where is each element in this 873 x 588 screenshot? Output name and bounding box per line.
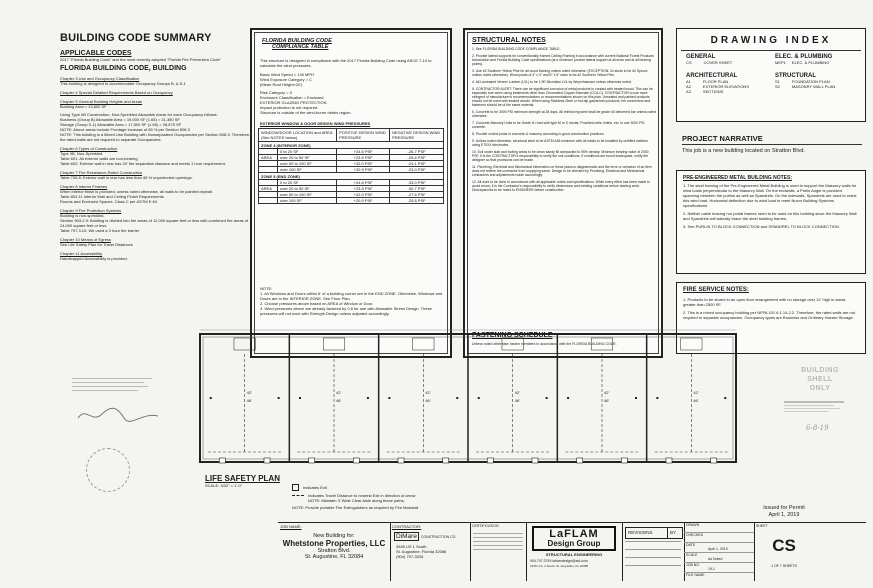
metal-notes-panel: [676, 170, 866, 274]
file-label: FILE NAME: [686, 573, 705, 577]
scale-value: As Noted: [708, 557, 723, 561]
stamp-line1: BUILDING: [801, 367, 839, 374]
contractor-phone: (904) 797-3326: [396, 554, 424, 559]
pressure-cell: +23.5 PSF: [337, 186, 390, 192]
travel-label: 42': [425, 390, 431, 395]
job-line1: New Building for:: [313, 533, 355, 539]
restroom: [591, 338, 612, 350]
pressure-cell: +24.6 PSF: [337, 149, 390, 155]
code-section: [60, 251, 255, 261]
restroom: [681, 338, 702, 350]
restroom: [413, 338, 434, 350]
pressure-cell: over 100 SF: [278, 198, 337, 204]
pressure-cell: -25.6 PSF: [390, 198, 444, 204]
project-narrative: [682, 134, 862, 154]
index-a3-name: SECTIONS: [702, 89, 724, 94]
index-a1-name: FLOOR PLAN: [702, 79, 729, 84]
revisions-label: REVISIONS: [626, 528, 668, 538]
code-section-heading: Chapter 6 Types of Construction: [60, 146, 118, 151]
structural-note: 11. Plumbing, Electrical and Mechanical information on these plans is diagrammatic and the error or omission of an item does not relieve the contractor from supplying same. Design to be checked by Plumbing, Electrical and Mechanical contractors and adjustments made accordingly.: [472, 165, 652, 177]
metal-note: 3. See PURLIN TO BLOCK CONNECTION and SPANDREL TO BLOCK CONNECTION.: [683, 224, 840, 229]
travel-label: 46': [336, 398, 342, 403]
code-section-line: Business (Group B) Allowable Area = 19,000 SF (1.65) = 31,350 SF: [60, 117, 180, 122]
code-summary-title: BUILDING CODE SUMMARY: [60, 32, 212, 44]
index-s2-name: MASONRY WALL PLAN: [791, 84, 836, 89]
travel-label: 42': [246, 390, 252, 395]
code-section-line: Building Area = 13,600 SF: [60, 104, 107, 109]
column: [724, 397, 726, 399]
pressure-cell: -23.0 PSF: [390, 167, 444, 173]
structural-note: 6. Concrete to be 3000 PSI minimum strength at 28 days. All reinforcing steel shall be grade 40 deformed bar unless noted otherwise.: [472, 110, 656, 118]
code-summary-panel: [60, 32, 255, 261]
code-section-heading: Chapter 5 General Building Heights and Areas: [60, 99, 143, 104]
code-section-heading: Chapter 4 Special Detailed Requirements Based on Occupancy: [60, 90, 173, 95]
index-s2-code: S2: [775, 84, 780, 89]
index-general-heading: GENERAL: [686, 54, 716, 60]
code-section-line: Storage (Group S-1) Allowable Area = 17,500 SF (1.65) = 28,875 SF: [60, 122, 182, 127]
code-section-heading: Chapter 8 Interior Finishes: [60, 184, 108, 189]
checked-label: CHECKED: [686, 533, 704, 537]
structural-title: STRUCTURAL NOTES: [472, 37, 546, 44]
index-a3-code: A3: [686, 89, 691, 94]
sheet-cell: [754, 523, 814, 581]
column: [635, 397, 637, 399]
pressure-cell: -25.6 PSF: [390, 155, 444, 161]
exit-door: [711, 458, 717, 463]
structural-note: 7. Concrete Masonry Units to be Grade N-I laid with type M or S mortar. Provided cells, lintels, etc. to use 3000 PSI concrete.: [472, 121, 645, 129]
compliance-param: EXTERIOR GLAZING PROTECTION: [260, 100, 327, 105]
structural-note: 12. All work to be done in accordance with all applicable codes and specifications. While every effort has been made to avoid errors, it is the Contractor's responsibility to verify dimensions and existing conditions before starting work. Discrepancies to be noted to ENGINEER before construction.: [472, 180, 651, 192]
index-elec-heading: ELEC. & PLUMBING: [775, 54, 833, 60]
laflam-line3: STRUCTURAL ENGINEERING: [545, 552, 603, 557]
pressure-cell: -30.7 PSF: [390, 186, 444, 192]
index-cs-code: CS: [686, 60, 692, 65]
code-section: [60, 146, 255, 166]
drawing-index-panel: [676, 28, 866, 122]
code-section-heading: Chapter 11 Accessibility: [60, 251, 103, 256]
column: [478, 397, 480, 399]
zone5-rows: [259, 180, 444, 204]
contractor-cell: [390, 523, 471, 581]
drawing-index-title: DRAWING INDEX: [710, 35, 832, 46]
pressures-heading: EXTERIOR WINDOW & DOOR DESIGN WIND PRESSURES: [260, 121, 371, 126]
plan-caption: [205, 474, 280, 488]
pressure-cell: -27.6 PSF: [390, 192, 444, 198]
column: [656, 397, 658, 399]
wind-pressure-table: [258, 128, 444, 204]
compliance-param: (Mean Roof Height<20'): [260, 82, 303, 87]
job-no-label: JOB NO.: [686, 563, 701, 567]
compliance-table-panel: [250, 28, 452, 358]
index-s1-code: S1: [775, 79, 780, 84]
plan-legend: [292, 484, 592, 510]
exit-door: [309, 458, 315, 463]
stamp-line3: ONLY: [809, 385, 831, 392]
structural-note: 3. Use #2 Southern Yellow Pine for all wood framing unless noted otherwise. (EXCEPTION: 2x studs to be #2 Spruce unless noted otherwise). Wood posts of 4" x 4" and 6" x 6" sizes to be #2 Southern Yellow Pine.: [472, 69, 648, 77]
code-section-line: This building is designed to accommodate Occupancy Groups B, & S-1: [60, 81, 186, 86]
structural-note: 5. CONTRACTOR ALERT: There can be significant corrosion of metal products in contact with treated wood. This can be especially true when using treatments other than Chromated Copper Arsenate (CCA-C). CONTRACTOR to use more stringent of manufacturer's recommendations or recommendations shown on this plan. Unsealed and painted products should not be used with treated woods. When using Stainless Steel or hot-dip galvanized products, the connectors and fasteners should be of the same material.: [472, 87, 653, 107]
code-section-line: Handicapped Accessibility is provided.: [60, 256, 128, 261]
fire-note: 1. Products to be stored in an open floor arrangement with no storage over 12' high in areas greater than 2500 SF.: [683, 297, 846, 307]
contractor-addr2: St. Augustine, Florida 32086: [396, 549, 447, 554]
compliance-note: 3. Wind pressures above are already factored by 0.6 for use with Allowable Stress Design. These pressures will not work with Strength Design unless adjusted accordingly.: [260, 306, 432, 316]
pressure-cell: -24.1 PSF: [390, 161, 444, 167]
column: [388, 397, 390, 399]
plan-title: LIFE SAFETY PLAN: [205, 474, 280, 483]
scale-label: SCALE: [686, 553, 698, 557]
index-mep1-name: ELEC. & PLUMBING: [791, 60, 830, 65]
applicable-codes-text: 2017 "Florida Building Code" and the most recently adopted "Florida Fire Prevention Code": [60, 57, 222, 62]
cert-cell: [470, 523, 527, 581]
travel-label: 42': [693, 390, 699, 395]
structural-notes-panel: [463, 28, 663, 358]
code-section: [60, 170, 255, 180]
fire-notes-list: [683, 297, 859, 323]
compliance-note: NOTE:: [260, 286, 273, 291]
index-group-struct: [775, 73, 863, 89]
pressure-cell: +24.6 PSF: [337, 180, 390, 186]
sheet-of: 1 OF 7 SHEETS: [771, 564, 797, 568]
code-section-line: Table 602: Exterior wall in rear has 20' fire separation distance and meets 1 hour requirement.: [60, 161, 226, 166]
code-section-line: Table 601: All exterior walls are non-bearing: [60, 156, 138, 161]
right-signature: 6-8-19: [806, 424, 829, 432]
column: [456, 397, 458, 399]
pressure-cell: over 20 to 50 SF: [278, 155, 337, 161]
compliance-title-line2: COMPLIANCE TABLE: [272, 44, 329, 50]
compliance-params: [260, 72, 440, 115]
pressure-cell: -33.0 PSF: [390, 180, 444, 186]
pressure-cell: 0 to 20 SF: [278, 180, 337, 186]
laflam-addr: 2125 U.S. 1 South, St. Augustine, FL 32086: [530, 564, 589, 568]
compliance-intro: This structure is designed in compliance with the 2017 Florida Building Code using ASCE 7-10 to calculate the wind pressures.: [260, 58, 432, 68]
code-section-line: Building is non-sprinkled.: [60, 213, 105, 218]
structural-note: 10. Soil under slab and footing areas to be clean sandy fill compacted to 95% density. Minimum bearing value of 2000 PSF. It is the CONTRACTOR's responsibility to verify the soil conditions. If conditions are found inadequate, notify the designer so that provisions can be made.: [472, 150, 649, 162]
pressure-cell: +20.9 PSF: [337, 198, 390, 204]
zone5-label: ZONE 5 (END ZONE): [259, 173, 444, 180]
fastening-title: FASTENING SCHEDULE: [472, 332, 553, 339]
area-cell: [259, 198, 278, 204]
column: [210, 397, 212, 399]
pressure-cell: 0 to 20 SF: [278, 149, 337, 155]
restroom: [234, 338, 255, 350]
job-cell: [278, 523, 391, 581]
code-section-line: Table 803.11 Interior Wall and Ceiling Finish Requirements: [60, 194, 164, 199]
left-seal: [86, 448, 130, 492]
column: [567, 397, 569, 399]
area-cell: AREA: [259, 186, 278, 192]
metal-note: 1. The steel framing of the Pre-Engineered Metal Building is used to support the Masonry walls for wind loads perpendicular to the Masonry Wall. On the endwalls, a Purlin Angle is provided spanning between the purlins as well as Spandrels. On the sidewalls, Spandrels are used to resist this wind load. Horizontal deflection due to wind load to meet Nucor Building Systems specifications.: [683, 183, 857, 208]
metal-note: 2. Neither cable bracing nor portal frames need to be used on this building since the Masonry Wall and Spandrels will laterally brace the steel building frames.: [683, 211, 857, 221]
code-section-heading: Chapter 3 Use and Occupancy Classification: [60, 76, 140, 81]
pressure-cell: +23.5 PSF: [337, 155, 390, 161]
index-a2-name: EXTERIOR ELEVATIONS: [702, 84, 749, 89]
structural-note: 2. Provide lateral supports for conventionally framed Ceiling Framing in accordance with current National Forest Products Association and Florida Building Code specifications (at a minimum provide lateral support at all ends and at all bearing points).: [472, 54, 654, 66]
narrative-text: This job is a new building located on Stratton Blvd.: [682, 148, 805, 154]
exit-door: [398, 458, 404, 463]
exit-door: [487, 458, 493, 463]
travel-label: 46': [246, 398, 252, 403]
travel-label: 42': [336, 390, 342, 395]
job-name-label: JOB NAME:: [280, 524, 302, 529]
pressure-cell: +20.9 PSF: [337, 167, 390, 173]
job-line2: Whetstone Properties, LLC: [282, 539, 386, 548]
index-arch-heading: ARCHITECTURAL: [686, 73, 738, 79]
compliance-title-line1: FLORIDA BUILDING CODE: [262, 38, 332, 44]
code-section: [60, 76, 255, 86]
code-section-heading: Chapter 10 Means of Egress: [60, 237, 111, 242]
compliance-param: Wind Exposure Category = C: [260, 77, 312, 82]
structural-note: 9. Unless noted otherwise, structural steel to be ASTM A36 minimum with all welds to be installed by certified welders using E70XX electrodes.: [472, 139, 648, 147]
compliance-param: Enclosure Classification = Enclosed: [260, 95, 324, 100]
code-section-heading: Chapter 7 Fire Resistance-Rated Construction: [60, 170, 143, 175]
pressure-cell: over 50 to 100 SF: [278, 161, 337, 167]
cert-label: CERTIFICATION: [472, 524, 499, 528]
index-group-elec: [775, 54, 863, 65]
building-shell-stamp: [790, 366, 850, 393]
contractor-addr1: 3545 US 1 South: [396, 544, 427, 549]
code-section-line: Using Type IIB Construction, Non-Sprinkled Allowable Areas for each Occupancy follows:: [60, 112, 218, 117]
job-line4: St. Augustine, FL 32084: [304, 554, 364, 560]
laflam-line2: Design Group: [547, 539, 601, 548]
compliance-param: Risk Category = II: [260, 90, 292, 95]
index-group-arch: [686, 73, 771, 94]
drawn-label: DRAWN: [686, 523, 700, 527]
date-label: DATE: [686, 543, 696, 547]
structural-note: 8. Provide control joints in concrete & masonry according to good construction practices.: [472, 132, 605, 136]
structural-notes-list: [472, 47, 656, 195]
by-label: BY: [670, 530, 677, 535]
structural-note: 4. All Laminated Veneer Lumber (LVL) to be 1.9E Microllam LVL by Weyerhaeuser unless otherwise noted.: [472, 80, 632, 84]
metal-notes-title: PRE-ENGINEERED METAL BUILDING NOTES:: [683, 175, 792, 181]
sheet-value: CS: [772, 536, 796, 555]
compliance-param: Basic Wind Speed = 130 MPH: [260, 72, 314, 77]
column: [278, 397, 280, 399]
contractor-name: DiMare: [396, 533, 417, 540]
code-section: [60, 99, 255, 142]
legend-exit: Indicates Exit: [303, 485, 327, 490]
legend-travel: Indicates Travel Distance to nearest Exit in direction of arrow: [308, 493, 416, 498]
issued-line1: Issued for Permit: [763, 505, 805, 511]
code-section-line: Table 705.8: Exterior wall in rear has less than 45 % unprotected openings.: [60, 175, 193, 180]
travel-label: 42': [514, 390, 520, 395]
code-section-line: See Life Safety Plan for Travel Distances: [60, 242, 133, 247]
travel-arrow-icon: [292, 495, 304, 496]
pressure-cell: +22.0 PSF: [337, 161, 390, 167]
compliance-notes: [260, 286, 444, 316]
pressure-cell: over 100 SF: [278, 167, 337, 173]
index-a2-code: A2: [686, 84, 691, 89]
compliance-title: [262, 38, 332, 50]
code-section: [60, 90, 255, 95]
date-value: April 1, 2019: [708, 547, 728, 551]
code-section-line: Table 707.3.10: We used a 3 hour fire barrier: [60, 228, 140, 233]
structural-note: 1. See FLORIDA BUILDING CODE COMPLIANCE TABLE.: [472, 47, 561, 51]
job-line3: Stratton Blvd.: [317, 548, 351, 554]
info-cell: [684, 523, 755, 581]
metal-notes-list: [683, 183, 859, 232]
code-section-line: NOTE: Above areas include Frontage increase of 65 % per Section 506.3: [60, 127, 190, 132]
life-safety-plan: [196, 328, 740, 474]
exit-door: [621, 458, 627, 463]
restroom: [502, 338, 523, 350]
compliance-param: Structure is outside of the wind-borne debris region.: [260, 110, 352, 115]
contractor-suffix: CONSTRUCTION CO.: [420, 534, 457, 539]
index-cs-name: COVER SHEET: [703, 60, 733, 65]
job-no-value: 19-1: [708, 567, 716, 571]
index-s1-name: FOUNDATION PLAN: [791, 79, 830, 84]
exit-door: [353, 458, 359, 463]
index-struct-heading: STRUCTURAL: [775, 73, 816, 79]
plan-scale: SCALE: 3/32" = 1'-0": [205, 483, 243, 488]
right-approval-stamp: [784, 400, 860, 456]
code-section-heading: Chapter 9 Fire Protection Systems: [60, 208, 122, 213]
laflam-contact: 904.797.3749 laflamdesign@aol.com: [530, 559, 588, 563]
zone4-label: ZONE 4 (INTERIOR ZONE): [259, 142, 444, 149]
index-group-general: [686, 54, 766, 65]
pressure-cell: -26.7 PSF: [390, 149, 444, 155]
code-section-line: When interior finish is provided, unless noted otherwise, all walls to be painted drywall.: [60, 189, 213, 194]
index-mep1-code: MEP1: [775, 60, 786, 65]
fbc-heading: FLORIDA BUILDING CODE, BUILDING: [60, 65, 187, 72]
laflam-logo: [532, 526, 616, 551]
legend-note: NOTE: Maintain 3' Wide Clear Aisle along these paths.: [308, 498, 405, 503]
travel-label: 46': [604, 398, 610, 403]
code-section: [60, 184, 255, 204]
col-positive: POSITIVE DESIGN WIND PRESSURE: [337, 129, 390, 142]
col-negative: NEGATIVE DESIGN WIND PRESSURE: [390, 129, 444, 142]
code-section-line: NOTE: This building is a Mixed Use Building with Nonseparated Occupancies per Section 508.3. Therefore, the rated walls are not required to separate Occupancies.: [60, 132, 251, 142]
pressure-cell: over 20 to 50 SF: [278, 186, 337, 192]
code-section-line: Rooms and Enclosed Spaces: Class C per ASTM E 84: [60, 199, 157, 204]
exit-icon: [292, 484, 299, 491]
laflam-line1: LaFLAM: [549, 528, 599, 540]
fire-notes-title: FIRE SERVICE NOTES:: [683, 287, 749, 293]
left-signature-mark: [72, 402, 162, 428]
index-a1-code: A1: [686, 79, 691, 84]
column: [367, 397, 369, 399]
restroom: [323, 338, 344, 350]
exit-door: [443, 458, 449, 463]
area-cell: AREA: [259, 155, 278, 161]
exit-door: [577, 458, 583, 463]
travel-label: 46': [425, 398, 431, 403]
travel-label: 46': [693, 398, 699, 403]
code-section: [60, 208, 255, 233]
code-section: [60, 237, 255, 247]
zone4-rows: [259, 149, 444, 173]
issued-line2: April 1, 2019: [768, 512, 800, 518]
applicable-codes-heading: APPLICABLE CODES: [60, 50, 132, 57]
fastening-text: Unless noted otherwise: fasten members in accordance with the FLORIDA BUILDING CODE.: [472, 342, 617, 346]
compliance-param: Impact protection is not required.: [260, 105, 319, 110]
code-sections: [60, 76, 255, 261]
compliance-note: 2. Choose pressures above based on AREA of Window or Door.: [260, 301, 374, 306]
sheet-label: SHEET: [756, 524, 768, 528]
exit-door: [666, 458, 672, 463]
narrative-title: PROJECT NARRATIVE: [682, 134, 862, 145]
fire-note: 2. This is a mixed occupancy building per NFPA 101 6.1.14.2.2. Therefore, the rated walls are not required to separate occupancies. Occupancy types are Business and Ordinary Hazard Storage.: [683, 310, 856, 320]
code-section-line: Type IIB, Non-Sprinkled: [60, 151, 103, 156]
engineer-cell: [526, 523, 623, 581]
compliance-note: 1. All Windows and Doors within 6' of a building corner are in the END ZONE. Otherwise, Windows and Doors are in the INTERIOR ZONE. See Floor Plan.: [260, 291, 443, 301]
column: [299, 397, 301, 399]
pressure-cell: +22.0 PSF: [337, 192, 390, 198]
travel-label: 46': [514, 398, 520, 403]
column: [546, 397, 548, 399]
exit-door: [264, 458, 270, 463]
pressure-cell: over 50 to 100 SF: [278, 192, 337, 198]
exit-door: [532, 458, 538, 463]
code-section-line: Section 903.2.9: Building is divided into fire areas of 12,000 square feet or less with combined fire areas of 24,000 square feet or less.: [60, 218, 249, 228]
left-approval-stamp: [72, 375, 168, 439]
travel-label: 42': [604, 390, 610, 395]
exit-door: [219, 458, 225, 463]
pressure-row: [259, 198, 444, 204]
stamp-line2: SHELL: [807, 376, 833, 383]
col-location: WINDOW/DOOR LOCATION and AREA (See NOTES below): [259, 129, 337, 142]
fire-ext-note: NOTE: Provide portable Fire Extinguishers as required by Fire Marshall.: [292, 505, 420, 510]
revisions-cell: [622, 523, 685, 581]
contractor-label: CONTRACTOR:: [392, 524, 422, 529]
